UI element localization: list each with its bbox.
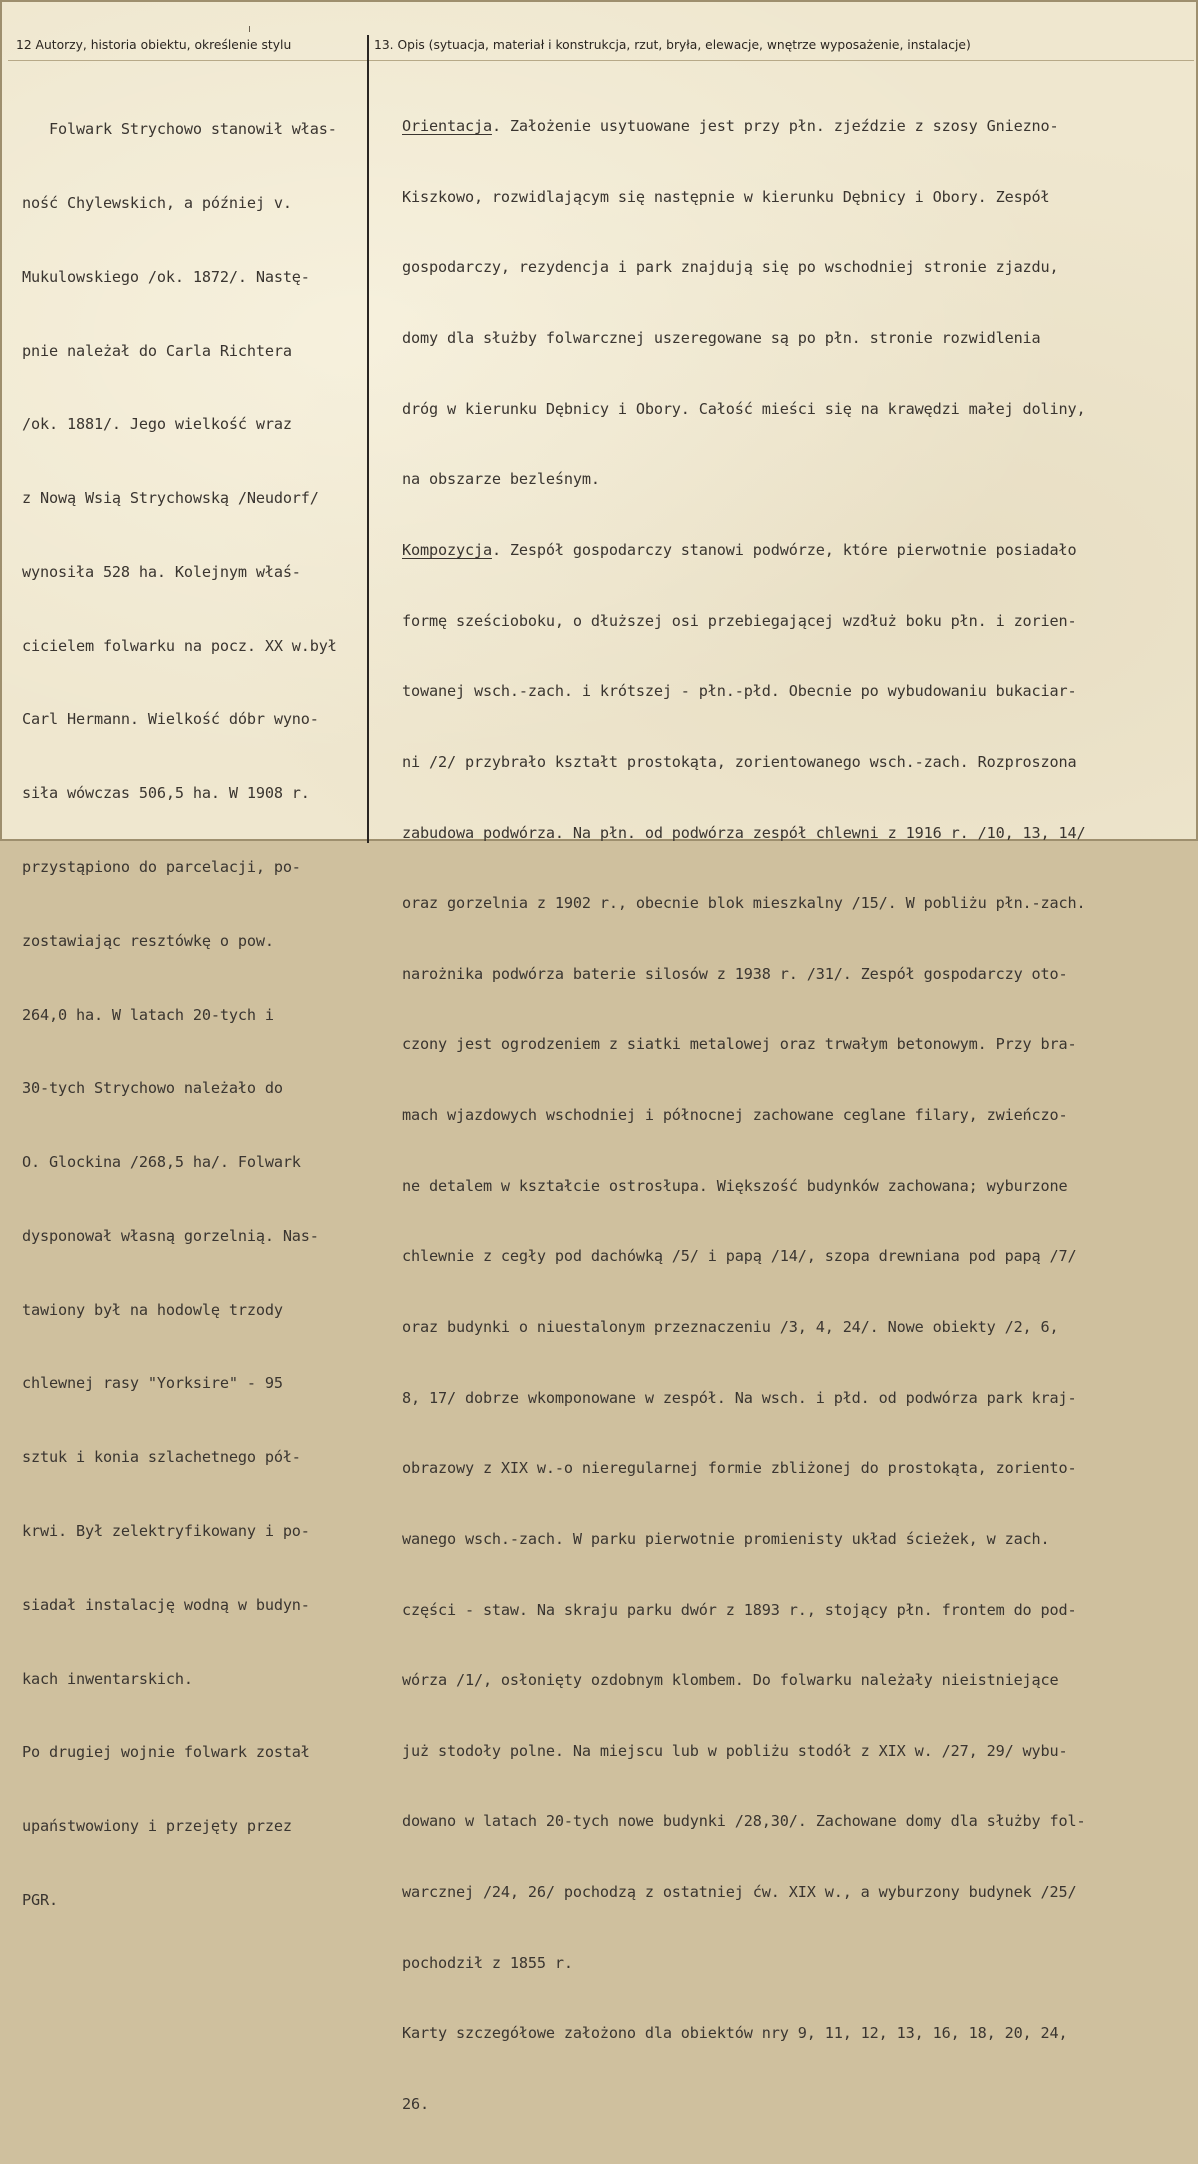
description-line: oraz budynki o niuestalonym przeznaczeniu /3, 4, 24/. Nowe obiekty /2, 6, (402, 1317, 1059, 1336)
header-rule (8, 60, 1194, 61)
description-line: części - staw. Na skraju parku dwór z 1893 r., stojący płn. frontem do pod- (402, 1600, 1077, 1619)
orientation-text: . Założenie usytuowane jest przy płn. zjeździe z szosy Gniezno- (491, 117, 1059, 136)
description-line: wanego wsch.-zach. W parku pierwotnie promienisty układ ścieżek, w zach. (402, 1529, 1050, 1548)
description-line: chlewnie z cegły pod dachówką /5/ i papą /14/, szopa drewniana pod papą /7/ (402, 1247, 1077, 1266)
column-divider (367, 35, 369, 843)
history-line: chlewnej rasy "Yorksire" - 95 (22, 1374, 283, 1393)
history-line: 264,0 ha. W latach 20-tych i (22, 1005, 274, 1024)
description-line: domy dla służby folwarcznej uszeregowane są po płn. stronie rozwidlenia (402, 329, 1041, 348)
history-line: siadał instalację wodną w budyn- (22, 1595, 310, 1614)
history-line: przystąpiono do parcelacji, po- (22, 858, 301, 876)
description-line: oraz gorzelnia z 1902 r., obecnie blok mieszkalny /15/. W pobliżu płn.-zach. (402, 894, 1086, 913)
section-13-heading: 13. Opis (sytuacja, materiał i konstrukcja, rzut, bryła, elewacje, wnętrze wyposażenie, instalacje) (374, 38, 971, 52)
description-line: na obszarze bezleśnym. (402, 470, 600, 489)
description-line: zabudowa podwórza. Na płn. od podwórza zespół chlewni z 1916 r. /10, 13, 14/ (402, 823, 1086, 842)
orientation-heading: Orientacja (402, 117, 492, 136)
description-line: Kiszkowo, rozwidlającym się następnie w kierunku Dębnicy i Obory. Zespół (402, 187, 1050, 206)
description-line: narożnika podwórza baterie silosów z 1938 r. /31/. Zespół gospodarczy oto- (402, 964, 1068, 983)
description-line (402, 539, 1086, 563)
history-line: Carl Hermann. Wielkość dóbr wyno- (22, 710, 319, 729)
history-line: wynosiła 528 ha. Kolejnym właś- (22, 562, 301, 581)
description-line: czony jest ogrodzeniem z siatki metalowej oraz trwałym betonowym. Przy bra- (402, 1035, 1077, 1054)
history-line: O. Glockina /268,5 ha/. Folwark (22, 1153, 301, 1172)
description-text (402, 68, 1086, 2164)
description-line (402, 115, 1086, 139)
description-line: dowano w latach 20-tych nowe budynki /28,30/. Zachowane domy dla służby fol- (402, 1812, 1086, 1831)
history-line: kach inwentarskich. (22, 1669, 193, 1688)
history-text (22, 68, 337, 1962)
description-line: wórza /1/, osłonięty ozdobnym klombem. Do folwarku należały nieistniejące (402, 1671, 1059, 1690)
description-line: już stodoły polne. Na miejscu lub w pobliżu stodół z XIX w. /27, 29/ wybu- (402, 1741, 1068, 1760)
history-line: Po drugiej wojnie folwark został (22, 1743, 310, 1762)
history-line: /ok. 1881/. Jego wielkość wraz (22, 415, 292, 434)
history-line: 30-tych Strychowo należało do (22, 1079, 283, 1098)
history-line: Folwark Strychowo stanowił włas- (22, 120, 337, 139)
composition-text: . Zespół gospodarczy stanowi podwórze, które pierwotnie posiadało (491, 540, 1077, 559)
history-line: cicielem folwarku na pocz. XX w.był (22, 636, 337, 655)
description-line: 26. (402, 2095, 429, 2114)
history-line: dysponował własną gorzelnią. Nas- (22, 1226, 319, 1245)
history-line: sztuk i konia szlachetnego pół- (22, 1448, 301, 1467)
description-line: ni /2/ przybrało kształt prostokąta, zorientowanego wsch.-zach. Rozproszona (402, 752, 1077, 771)
description-line: ne detalem w kształcie ostrosłupa. Większość budynków zachowana; wyburzone (402, 1176, 1068, 1195)
history-line: z Nową Wsią Strychowską /Neudorf/ (22, 489, 319, 508)
history-line: pnie należał do Carla Richtera (22, 341, 292, 360)
description-line: mach wjazdowych wschodniej i północnej zachowane ceglane filary, zwieńczo- (402, 1106, 1068, 1125)
history-line: siła wówczas 506,5 ha. W 1908 r. (22, 784, 310, 803)
description-line: dróg w kierunku Dębnicy i Obory. Całość mieści się na krawędzi małej doliny, (402, 399, 1086, 418)
history-line: zostawiając resztówkę o pow. (22, 931, 274, 950)
description-line: warcznej /24, 26/ pochodzą z ostatniej ćw. XIX w., a wyburzony budynek /25/ (402, 1883, 1077, 1902)
description-line: obrazowy z XIX w.-o nieregularnej formie zbliżonej do prostokąta, zoriento- (402, 1459, 1077, 1478)
history-line: ność Chylewskich, a później v. (22, 193, 292, 212)
description-line: towanej wsch.-zach. i krótszej - płn.-płd. Obecnie po wybudowaniu bukaciar- (402, 682, 1077, 701)
section-12-heading: 12 Autorzy, historia obiektu, określenie stylu (16, 38, 292, 52)
history-line: upaństwowiony i przejęty przez (22, 1817, 292, 1836)
description-line: Karty szczegółowe założono dla obiektów nry 9, 11, 12, 13, 16, 18, 20, 24, (402, 2024, 1068, 2043)
history-line: krwi. Był zelektryfikowany i po- (22, 1522, 310, 1541)
history-line: tawiony był na hodowlę trzody (22, 1300, 283, 1319)
history-line: PGR. (22, 1890, 58, 1909)
composition-heading: Kompozycja (402, 540, 492, 559)
description-line: gospodarczy, rezydencja i park znajdują się po wschodniej stronie zjazdu, (402, 258, 1059, 277)
history-line: Mukulowskiego /ok. 1872/. Nastę- (22, 267, 310, 286)
description-line: pochodził z 1855 r. (402, 1953, 573, 1972)
header-tick-mark (249, 26, 250, 32)
description-line: 8, 17/ dobrze wkomponowane w zespół. Na wsch. i płd. od podwórza park kraj- (402, 1388, 1077, 1407)
description-line: formę sześcioboku, o dłuższej osi przebiegającej wzdłuż boku płn. i zorien- (402, 611, 1077, 630)
